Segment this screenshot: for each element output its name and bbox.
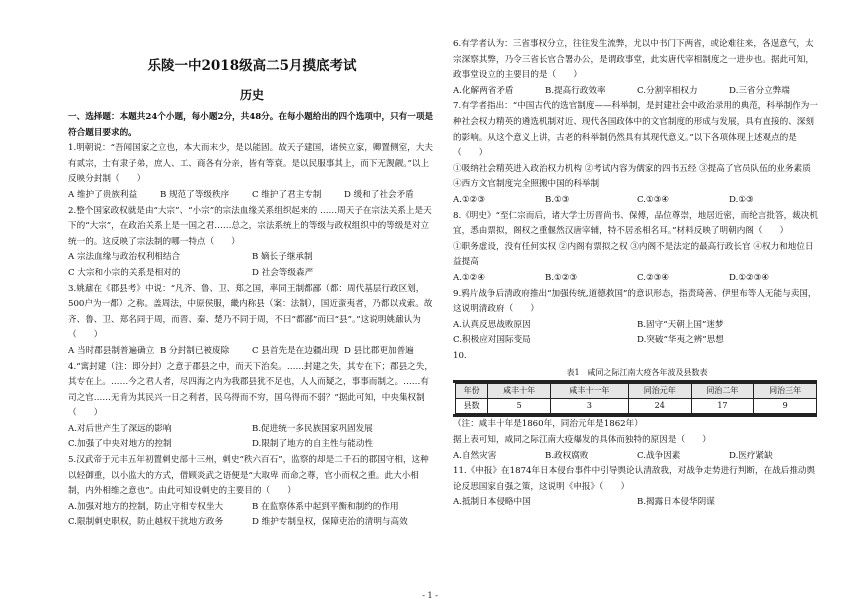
option: A 宗法血缘与政治权利相结合 xyxy=(68,252,181,263)
question-6: 6.有学者认为：三省事权分立，往往发生流弊，尤以中书门下两省，或论难往来，各逞意气，太宗深察其弊，乃令三省长官合署办公，是谓政事堂，此实唐代宰相制度之一进步也。据此可知，政事堂设立的主要目的是（ ） xyxy=(453,39,814,81)
option: D 社会等级森严 xyxy=(252,267,314,278)
right-column xyxy=(453,37,821,511)
question-5-options-row1 xyxy=(68,500,436,516)
option: B.①③ xyxy=(545,194,570,205)
option: A.①②③ xyxy=(453,194,486,205)
question-7-items: ①吸纳社会精英进入政治权力机构 ②考试内容为儒家的四书五经 ③提高了官员队伍的业务素质 ④西方文官制度完全照搬中国的科举制 xyxy=(453,163,811,190)
option: C 县首先是在边疆出现 xyxy=(252,345,339,356)
option: B.①②③ xyxy=(545,272,578,283)
option: D.突破“华夷之辨”思想 xyxy=(637,335,724,346)
option: D 县比郡更加普遍 xyxy=(344,345,414,356)
table-row-label: 县数 xyxy=(456,399,488,414)
question-9-options-row1 xyxy=(453,318,821,334)
epidemic-table xyxy=(453,380,817,417)
option: A.抵制日本侵略中国 xyxy=(453,497,531,508)
option: D 缓和了社会矛盾 xyxy=(344,189,414,200)
option: D.三省分立弊端 xyxy=(729,85,790,96)
table-cell: 3 xyxy=(550,399,628,414)
option: D 维护专制皇权，保障吏治的清明与高效 xyxy=(252,517,408,528)
question-5: 5.汉武帝于元丰五年初置刺史部十三州，刺史“秩六百石”，监察的却是二千石的郡国守相，这种以轻御重，以小监大的方式，借顾炎武之语便是“大取卑 而命之尊，官小而权之重。此大小相制，内外相维之意也”。由此可知设刺史的主要目的（ ） xyxy=(68,455,429,497)
question-8-options xyxy=(453,271,821,287)
exam-title: 乐陵一中2018级高二5月摸底考试 xyxy=(147,58,357,74)
question-4-options-row2 xyxy=(68,437,436,453)
option: B.揭露日本侵华阴谋 xyxy=(637,497,715,508)
option: A 当时郡县制普遍确立 xyxy=(68,345,155,356)
option: C.战争因素 xyxy=(637,450,681,461)
subject-title: 历史 xyxy=(239,88,264,102)
option: A.对后世产生了深远的影响 xyxy=(68,423,172,434)
option: C.积极应对国际变局 xyxy=(453,335,531,346)
question-7-options xyxy=(453,193,821,209)
question-8: 8.《明史》“至仁宗而后，诸大学士历晋尚书、保傅，品位尊崇，地居近密，而纶言批答，裁决机宜，悉由票拟，阁权之重偃然汉唐宰辅，特不居丞相名耳。”材料反映了明朝内阁（ ） xyxy=(453,210,818,237)
table-header-row xyxy=(456,384,817,399)
left-column xyxy=(68,0,436,531)
question-10-options xyxy=(453,449,821,465)
option: D.限制了地方的自主性与能动性 xyxy=(252,439,374,450)
option: C.②③④ xyxy=(637,272,670,283)
table-header-cell: 咸丰十年 xyxy=(488,384,551,399)
table-row xyxy=(456,399,817,414)
option: B 在监察体系中起到平衡和制约的作用 xyxy=(252,501,399,512)
page-number: - 1 - xyxy=(422,591,438,600)
table-header-cell: 同治二年 xyxy=(691,384,754,399)
question-3: 3.姚鼐在《郡县考》中说：“凡齐、鲁、卫、郑之国，率同王制都鄙（都：周代基层行政区划，500户为一都）之称。盖周法，中原侯服，畿内称县（案：法制），国近蛮夷者，乃都以戎索。故齐、鲁、卫、郑名同于周，而晋、秦、楚乃不同于周，不曰“都鄙”而曰“县”。”这说明姚鼐认为（ ） xyxy=(68,283,433,341)
question-10: 据上表可知，咸同之际江南大疫爆发的具体而独特的原因是（ ） xyxy=(453,435,711,446)
table-note: （注：咸丰十年是1860年，同治元年是1862年） xyxy=(453,419,643,430)
question-8-items: ①职务虚设，没有任何实权 ②内阁有票拟之权 ③内阁不是法定的最高行政长官 ④权力和地位日益提高 xyxy=(453,241,814,268)
option: B 分封制已被废除 xyxy=(160,345,230,356)
table-cell: 9 xyxy=(754,399,817,414)
option: D.①②③④ xyxy=(729,272,770,283)
option: B.固守“天朝上国”迷梦 xyxy=(637,319,724,330)
question-11: 11.《申报》在1874年日本侵台事件中引导舆论认清敌我，对战争走势进行判断，在战后推动舆论反思国家自强之策，这说明《申报》（ ） xyxy=(453,466,816,492)
question-1-options xyxy=(68,188,436,204)
option: B.提高行政效率 xyxy=(545,85,606,96)
option: C 大宗和小宗的关系是相对的 xyxy=(68,267,181,278)
option: A.自然灾害 xyxy=(453,450,497,461)
question-2-options-row1 xyxy=(68,250,436,266)
question-4: 4.“寓封建（注：即分封）之意于郡县之中，而天下治矣。……封建之失，其专在下；郡县之失，其专在上。……今之君人者，尽四海之内为我郡县犹不足也，人人而疑之，事事而制之。……有司之官……无肯为其民兴一日之利者，民乌得而不穷，国乌得而不弱？”据此可知，中央集权制（ ） xyxy=(68,361,433,419)
table-header-cell: 咸丰十一年 xyxy=(550,384,628,399)
option: B.政权腐败 xyxy=(545,450,589,461)
option: B.促进统一多民族国家巩固发展 xyxy=(252,423,373,434)
question-10-number: 10. xyxy=(453,350,467,361)
table-header-cell: 同治元年 xyxy=(628,384,691,399)
option: B 嫡长子继承制 xyxy=(252,252,313,263)
option: A.加强对地方的控制，防止守相专权坐大 xyxy=(68,501,224,512)
question-2-options-row2 xyxy=(68,266,436,282)
table-header-cell: 年份 xyxy=(456,384,488,399)
option: A.认真反思战败原因 xyxy=(453,319,531,330)
option: A.化解两省矛盾 xyxy=(453,85,514,96)
question-5-options-row2 xyxy=(68,515,436,531)
option: A.①②④ xyxy=(453,272,486,283)
question-9-options-row2 xyxy=(453,333,821,349)
table-cell: 24 xyxy=(628,399,691,414)
table-cell: 5 xyxy=(488,399,551,414)
option: C 维护了君主专制 xyxy=(252,189,322,200)
question-1: 1.明朝说：“吾闻国家之立也，本大而末少，是以能固。故天子建国，诸侯立家，卿置侧室，大夫有贰宗，士有隶子弟，庶人、工、商各有分亲，皆有等衰。是以民服事其上，而下无觊觎。”以上反映分封制（ ） xyxy=(68,143,433,185)
question-9: 9.鸦片战争后清政府推出“加强传统,道德救国”的意识形态，指责琦善、伊里布等人无能与卖国，这说明清政府（ ） xyxy=(453,288,817,315)
table-title: 表1 咸同之际江南大疫各年波及县数表 xyxy=(566,368,708,378)
option: D.①③ xyxy=(729,194,754,205)
section-heading: 一、选择题：本题共24个小题，每小题2分，共48分。在每小题给出的四个选项中，只有一项是符合题目要求的。 xyxy=(68,112,434,138)
option: B 规范了等级秩序 xyxy=(160,189,230,200)
option: D.医疗紧缺 xyxy=(729,450,773,461)
question-11-options xyxy=(453,495,821,511)
option: C.①③④ xyxy=(637,194,670,205)
question-2: 2.整个国家政权就是由“大宗”、“小宗”的宗法血缘关系组织起来的 ……周天子在宗法关系上是天下的“大宗”，在政治关系上是一国之君……总之，宗法系统上的等级与政权组织中的等级是对立统一的。这反映了宗法制的哪一特点（ ） xyxy=(68,205,432,247)
question-4-options-row1 xyxy=(68,422,436,438)
table-header-cell: 同治三年 xyxy=(754,384,817,399)
option: A 维护了贵族利益 xyxy=(68,189,138,200)
option: C.加强了中央对地方的控制 xyxy=(68,439,172,450)
option: C.限制刺史职权，防止越权干扰地方政务 xyxy=(68,517,224,528)
option: C.分割宰相权力 xyxy=(637,85,698,96)
question-7: 7.有学者指出：“中国古代的选官制度——科举制，是封建社会中政治录用的典范，科举制作为一种社会权力精英的遴选机制对近、现代各国政体中的文官制度的形成与发展，具有直接的、深刻的影响。从这个意义上讲，古老的科举制仍然具有其现代意义。”以下各项体现上述观点的是（ ） xyxy=(453,101,818,159)
table-cell: 17 xyxy=(691,399,754,414)
question-6-options xyxy=(453,84,821,100)
question-3-options xyxy=(68,344,436,360)
